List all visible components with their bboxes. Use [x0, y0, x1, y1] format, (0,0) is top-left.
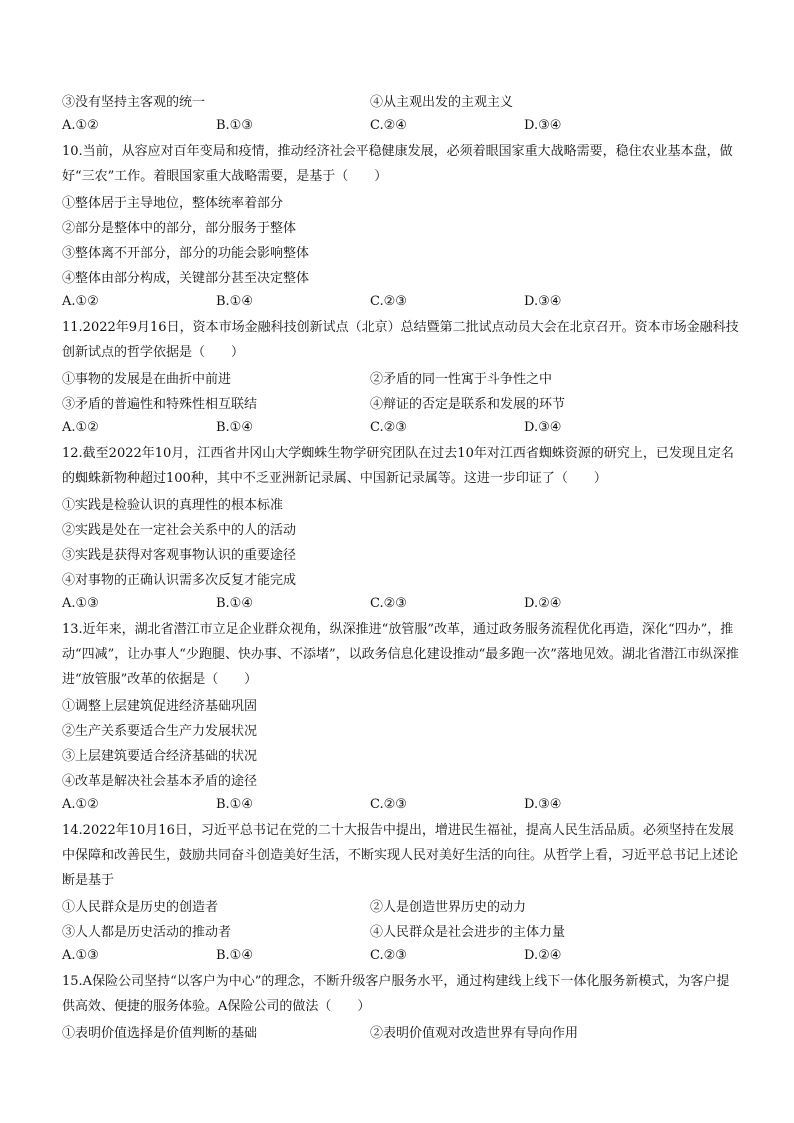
answer-row — [62, 113, 742, 138]
option-row — [62, 390, 742, 415]
answer-row — [62, 591, 742, 616]
question-stem: 10.当前，从容应对百年变局和疫情，推动经济社会平稳健康发展，必须着眼国家重大战略需要，稳住农业基本盘，做好“三农”工作。着眼国家重大战略需要，是基于（ ） — [62, 144, 733, 184]
answer-choice-d[interactable]: D.③④ — [524, 118, 562, 133]
answer-row — [62, 415, 742, 440]
answer-choice-c[interactable]: C.②③ — [370, 948, 407, 963]
answer-choice-b[interactable]: B.①④ — [216, 797, 253, 812]
answer-choice-c[interactable]: C.②③ — [370, 596, 407, 611]
answer-choice-a[interactable]: A.①② — [62, 797, 99, 812]
option: ③实践是获得对客观事物认识的重要途径 — [62, 548, 297, 563]
question-stem: 12.截至2022年10月，江西省井冈山大学蜘蛛生物学研究团队在过去10年对江西省蜘蛛资源的研究上，已发现且定名的蜘蛛新物种超过100种，其中不乏亚洲新记录属、中国新记录属等。这进一步印证了（ ） — [62, 446, 734, 486]
option-row — [62, 365, 742, 390]
option: ③没有坚持主客观的统一 — [62, 95, 206, 110]
question-11 — [62, 315, 742, 440]
option-row — [62, 918, 742, 943]
question-15 — [62, 969, 742, 1044]
option-row — [62, 541, 742, 566]
answer-choice-b[interactable]: B.①③ — [216, 118, 253, 133]
option: ②实践是处在一定社会关系中的人的活动 — [62, 523, 297, 538]
answer-choice-c[interactable]: C.②③ — [370, 797, 407, 812]
answer-choice-a[interactable]: A.①② — [62, 118, 99, 133]
option: ①事物的发展是在曲折中前进 — [62, 372, 232, 387]
option-row — [62, 767, 742, 792]
answer-choice-c[interactable]: C.②④ — [370, 118, 407, 133]
option-row — [62, 516, 742, 541]
option: ③矛盾的普遍性和特殊性相互联结 — [62, 397, 258, 412]
option: ④对事物的正确认识需多次反复才能完成 — [62, 573, 297, 588]
question-stem: 11.2022年9月16日，资本市场金融科技创新试点（北京）总结暨第二批试点动员大会在北京召开。资本市场金融科技创新试点的哲学依据是（ ） — [62, 320, 739, 360]
option: ①调整上层建筑促进经济基础巩固 — [62, 699, 258, 714]
option: ①实践是检验认识的真理性的根本标准 — [62, 498, 284, 513]
option: ④改革是解决社会基本矛盾的途径 — [62, 774, 258, 789]
option-row — [62, 717, 742, 742]
option: ②部分是整体中的部分，部分服务于整体 — [62, 221, 297, 236]
option-row — [62, 742, 742, 767]
option-row — [62, 566, 742, 591]
answer-choice-b[interactable]: B.①④ — [216, 596, 253, 611]
answer-choice-a[interactable]: A.①③ — [62, 596, 99, 611]
answer-choice-a[interactable]: A.①③ — [62, 948, 99, 963]
answer-choice-d[interactable]: D.③④ — [524, 420, 562, 435]
question-list — [62, 88, 742, 1045]
option-row — [62, 264, 742, 289]
answer-choice-d[interactable]: D.③④ — [524, 294, 562, 309]
option: ②人是创造世界历史的动力 — [370, 900, 527, 915]
option: ②矛盾的同一性寓于斗争性之中 — [370, 372, 553, 387]
option: ②生产关系要适合生产力发展状况 — [62, 724, 258, 739]
option: ④从主观出发的主观主义 — [370, 95, 514, 110]
option-row — [62, 189, 742, 214]
answer-choice-b[interactable]: B.①④ — [216, 948, 253, 963]
question-stem: 15.A保险公司坚持“以客户为中心”的理念，不断升级客户服务水平，通过构建线上线下一体化服务新模式，为客户提供高效、便捷的服务体验。A保险公司的做法（ ） — [62, 974, 730, 1014]
answer-choice-c[interactable]: C.②③ — [370, 420, 407, 435]
question-10 — [62, 139, 742, 314]
answer-choice-a[interactable]: A.①② — [62, 420, 99, 435]
option: ④人民群众是社会进步的主体力量 — [370, 925, 566, 940]
question-9-tail — [62, 88, 742, 138]
option-row — [62, 88, 742, 113]
option: ①整体居于主导地位，整体统率着部分 — [62, 196, 284, 211]
question-14 — [62, 818, 742, 968]
answer-choice-c[interactable]: C.②③ — [370, 294, 407, 309]
answer-choice-b[interactable]: B.①④ — [216, 294, 253, 309]
option: ②表明价值观对改造世界有导向作用 — [370, 1026, 579, 1041]
option: ④辩证的否定是联系和发展的环节 — [370, 397, 566, 412]
answer-row — [62, 943, 742, 968]
option: ①人民群众是历史的创造者 — [62, 900, 219, 915]
option-row — [62, 692, 742, 717]
option: ③人人都是历史活动的推动者 — [62, 925, 232, 940]
answer-choice-b[interactable]: B.①④ — [216, 420, 253, 435]
option: ③上层建筑要适合经济基础的状况 — [62, 749, 258, 764]
option-row — [62, 214, 742, 239]
option: ①表明价值选择是价值判断的基础 — [62, 1026, 258, 1041]
question-13 — [62, 617, 742, 817]
answer-choice-d[interactable]: D.③④ — [524, 797, 562, 812]
answer-choice-a[interactable]: A.①② — [62, 294, 99, 309]
answer-choice-d[interactable]: D.②④ — [524, 948, 562, 963]
question-stem: 13.近年来，湖北省潜江市立足企业群众视角，纵深推进“放管服”改革，通过政务服务流程优化再造，深化“四办”，推动“四减”，让办事人“少跑腿、快办事、不添堵”，以政务信息化建设推动“最多跑一次”落地见效。湖北省潜江市纵深推进“放管服”改革的依据是（ ） — [62, 622, 739, 687]
option: ③整体离不开部分，部分的功能会影响整体 — [62, 246, 310, 261]
option-row — [62, 1019, 742, 1044]
answer-choice-d[interactable]: D.②④ — [524, 596, 562, 611]
option-row — [62, 491, 742, 516]
question-stem: 14.2022年10月16日，习近平总书记在党的二十大报告中提出，增进民生福祉，提高人民生活品质。必须坚持在发展中保障和改善民生，鼓励共同奋斗创造美好生活，不断实现人民对美好生活的向往。从哲学上看，习近平总书记上述论断是基于 — [62, 823, 739, 888]
option-row — [62, 239, 742, 264]
option-row — [62, 893, 742, 918]
question-12 — [62, 441, 742, 616]
answer-row — [62, 289, 742, 314]
answer-row — [62, 792, 742, 817]
option: ④整体由部分构成，关键部分甚至决定整体 — [62, 271, 310, 286]
